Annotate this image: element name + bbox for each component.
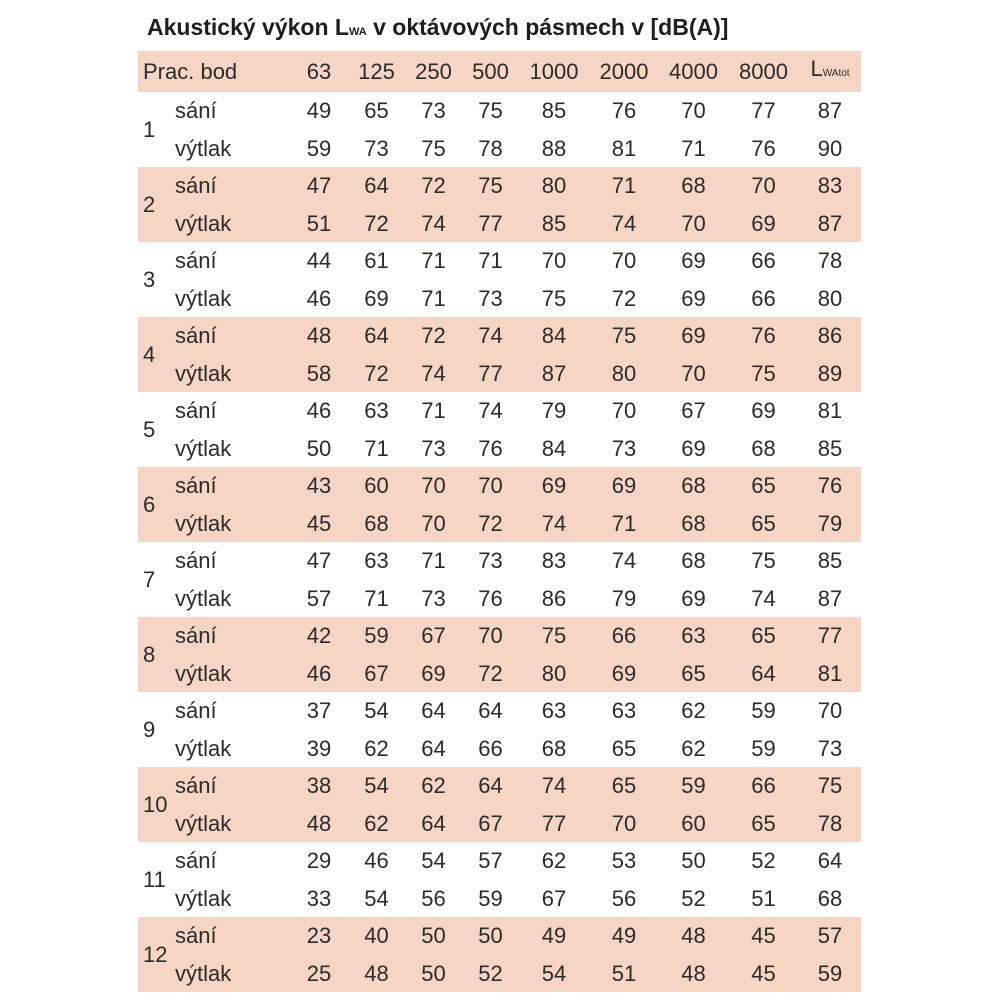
band-value: 77 xyxy=(751,98,776,123)
band-value: 54 xyxy=(364,885,389,911)
header-band: 4000 xyxy=(669,58,718,84)
band-value: 69 xyxy=(364,285,389,311)
band-value: 70 xyxy=(421,473,446,498)
mode-label: sání xyxy=(175,473,217,498)
band-value: 88 xyxy=(541,135,567,161)
mode-label: výtlak xyxy=(175,285,232,311)
band-value: 67 xyxy=(478,810,503,836)
band-value: 59 xyxy=(364,623,389,648)
mode-label: sání xyxy=(175,548,217,573)
band-value: 48 xyxy=(681,960,706,986)
band-value: 74 xyxy=(541,510,567,536)
header-total-subscript: WAtot xyxy=(822,68,850,79)
band-value: 71 xyxy=(611,510,637,536)
table-row xyxy=(138,167,861,205)
band-value: 68 xyxy=(364,510,389,536)
table-row xyxy=(138,692,861,730)
band-value: 70 xyxy=(681,98,706,123)
mode-label: výtlak xyxy=(175,810,232,836)
table-row xyxy=(138,730,861,768)
table-row xyxy=(138,917,861,955)
header-row xyxy=(138,51,861,92)
band-value: 49 xyxy=(306,98,332,123)
band-value: 29 xyxy=(306,848,332,873)
table-row xyxy=(138,580,861,618)
band-value: 59 xyxy=(681,773,706,798)
total-value: 70 xyxy=(817,698,843,723)
band-value: 69 xyxy=(541,473,567,498)
band-value: 75 xyxy=(751,360,776,386)
band-value: 76 xyxy=(751,135,776,161)
band-value: 53 xyxy=(611,848,637,873)
mode-label: výtlak xyxy=(175,885,232,911)
band-value: 43 xyxy=(306,473,332,498)
band-value: 52 xyxy=(751,848,776,873)
mode-label: výtlak xyxy=(175,660,232,686)
total-value: 90 xyxy=(817,135,843,161)
total-value: 87 xyxy=(817,585,843,611)
mode-label: sání xyxy=(175,698,217,723)
band-value: 69 xyxy=(681,248,706,273)
table-row xyxy=(138,955,861,993)
band-value: 74 xyxy=(421,210,446,236)
header-band: 63 xyxy=(306,58,332,84)
total-value: 78 xyxy=(817,248,843,273)
band-value: 70 xyxy=(421,510,446,536)
band-value: 68 xyxy=(681,548,706,573)
band-value: 62 xyxy=(364,810,389,836)
band-value: 54 xyxy=(421,848,446,873)
header-band: 250 xyxy=(415,58,452,84)
work-point-number: 3 xyxy=(143,266,156,292)
band-value: 69 xyxy=(611,473,637,498)
band-value: 63 xyxy=(364,398,389,423)
band-value: 69 xyxy=(681,585,706,611)
band-value: 64 xyxy=(421,735,446,761)
total-value: 83 xyxy=(817,173,843,198)
band-value: 65 xyxy=(751,623,776,648)
mode-label: sání xyxy=(175,773,217,798)
band-value: 70 xyxy=(681,210,706,236)
mode-label: výtlak xyxy=(175,585,232,611)
header-band: 125 xyxy=(358,58,395,84)
mode-label: sání xyxy=(175,923,217,948)
band-value: 73 xyxy=(364,135,389,161)
total-value: 85 xyxy=(817,435,843,461)
band-value: 39 xyxy=(306,735,332,761)
band-value: 77 xyxy=(478,210,503,236)
band-value: 65 xyxy=(751,473,776,498)
band-value: 38 xyxy=(306,773,332,798)
band-value: 72 xyxy=(364,210,389,236)
table-row xyxy=(138,767,861,805)
mode-label: sání xyxy=(175,173,217,198)
band-value: 64 xyxy=(478,698,503,723)
header-band: 2000 xyxy=(599,58,649,84)
title-subscript: WA xyxy=(348,26,367,38)
band-value: 65 xyxy=(364,98,389,123)
band-value: 74 xyxy=(478,398,503,423)
band-value: 56 xyxy=(421,885,446,911)
band-value: 50 xyxy=(681,848,706,873)
total-value: 81 xyxy=(817,660,843,686)
total-value: 77 xyxy=(817,623,843,648)
table-row xyxy=(138,542,861,580)
table-row xyxy=(138,467,861,505)
mode-label: výtlak xyxy=(175,135,232,161)
band-value: 51 xyxy=(306,210,332,236)
total-value: 89 xyxy=(817,360,843,386)
band-value: 72 xyxy=(421,323,446,348)
band-value: 66 xyxy=(611,623,637,648)
band-value: 65 xyxy=(751,810,776,836)
mode-label: sání xyxy=(175,98,217,123)
band-value: 72 xyxy=(478,510,503,536)
total-value: 80 xyxy=(817,285,843,311)
band-value: 75 xyxy=(751,548,776,573)
band-value: 66 xyxy=(478,735,503,761)
mode-label: výtlak xyxy=(175,360,232,386)
band-value: 87 xyxy=(541,360,567,386)
band-value: 71 xyxy=(611,173,637,198)
mode-label: sání xyxy=(175,848,217,873)
band-value: 59 xyxy=(751,698,776,723)
band-value: 46 xyxy=(306,285,332,311)
band-value: 47 xyxy=(306,173,332,198)
band-value: 70 xyxy=(478,623,503,648)
header-work-point: Prac. bod xyxy=(143,58,238,84)
band-value: 85 xyxy=(541,98,567,123)
band-value: 69 xyxy=(421,660,446,686)
header-total-main: L xyxy=(810,56,823,81)
band-value: 59 xyxy=(478,885,503,911)
band-value: 77 xyxy=(541,810,567,836)
header-total xyxy=(799,51,861,92)
band-value: 45 xyxy=(751,923,776,948)
band-value: 79 xyxy=(611,585,637,611)
band-value: 48 xyxy=(306,323,332,348)
header-band: 500 xyxy=(472,58,509,84)
band-value: 62 xyxy=(541,848,567,873)
work-point-number: 4 xyxy=(143,341,156,367)
band-value: 63 xyxy=(681,623,706,648)
band-value: 76 xyxy=(478,585,503,611)
total-value: 85 xyxy=(817,548,843,573)
work-point-number: 10 xyxy=(143,791,168,817)
band-value: 62 xyxy=(681,735,706,761)
total-value: 79 xyxy=(817,510,843,536)
band-value: 62 xyxy=(364,735,389,761)
band-value: 64 xyxy=(478,773,503,798)
band-value: 62 xyxy=(681,698,706,723)
band-value: 64 xyxy=(421,810,446,836)
band-value: 33 xyxy=(306,885,332,911)
band-value: 72 xyxy=(421,173,446,198)
total-value: 64 xyxy=(817,848,843,873)
band-value: 73 xyxy=(421,435,446,461)
band-value: 79 xyxy=(541,398,567,423)
band-value: 69 xyxy=(681,323,706,348)
band-value: 70 xyxy=(478,473,503,498)
band-value: 71 xyxy=(421,548,446,573)
table-row xyxy=(138,430,861,468)
band-value: 48 xyxy=(681,923,706,948)
table-row xyxy=(138,242,861,280)
band-value: 80 xyxy=(541,660,567,686)
band-value: 63 xyxy=(611,698,637,723)
band-value: 81 xyxy=(611,135,637,161)
band-value: 58 xyxy=(306,360,332,386)
band-value: 65 xyxy=(611,735,637,761)
band-value: 68 xyxy=(681,510,706,536)
band-value: 73 xyxy=(478,548,503,573)
table-body xyxy=(138,92,861,992)
band-value: 76 xyxy=(751,323,776,348)
band-value: 37 xyxy=(306,698,332,723)
mode-label: sání xyxy=(175,623,217,648)
band-value: 78 xyxy=(478,135,503,161)
band-value: 56 xyxy=(611,885,637,911)
band-value: 69 xyxy=(611,660,637,686)
band-value: 73 xyxy=(478,285,503,311)
band-value: 68 xyxy=(541,735,567,761)
band-value: 69 xyxy=(751,398,776,423)
band-value: 68 xyxy=(681,173,706,198)
acoustic-power-table xyxy=(138,51,861,992)
band-value: 80 xyxy=(611,360,637,386)
band-value: 40 xyxy=(364,923,389,948)
table-row xyxy=(138,205,861,243)
band-value: 67 xyxy=(541,885,567,911)
band-value: 71 xyxy=(421,248,446,273)
band-value: 70 xyxy=(751,173,776,198)
band-value: 66 xyxy=(751,773,776,798)
band-value: 57 xyxy=(306,585,332,611)
band-value: 46 xyxy=(364,848,389,873)
band-value: 76 xyxy=(611,98,637,123)
band-value: 68 xyxy=(681,473,706,498)
band-value: 66 xyxy=(751,285,776,311)
band-value: 60 xyxy=(364,473,389,498)
band-value: 67 xyxy=(681,398,706,423)
table-row xyxy=(138,355,861,393)
band-value: 73 xyxy=(421,98,446,123)
work-point-number: 5 xyxy=(143,416,156,442)
header-band: 1000 xyxy=(529,58,579,84)
band-value: 61 xyxy=(364,248,389,273)
work-point-number: 2 xyxy=(143,191,156,217)
band-value: 74 xyxy=(421,360,446,386)
total-value: 59 xyxy=(817,960,843,986)
band-value: 64 xyxy=(751,660,776,686)
band-value: 25 xyxy=(306,960,332,986)
total-value: 86 xyxy=(817,323,843,348)
band-value: 73 xyxy=(611,435,637,461)
band-value: 52 xyxy=(681,885,706,911)
band-value: 67 xyxy=(421,623,446,648)
work-point-number: 8 xyxy=(143,641,156,667)
band-value: 85 xyxy=(541,210,567,236)
band-value: 71 xyxy=(364,435,389,461)
table-title xyxy=(147,14,728,41)
band-value: 63 xyxy=(541,698,567,723)
band-value: 75 xyxy=(541,285,567,311)
band-value: 77 xyxy=(478,360,503,386)
total-value: 75 xyxy=(817,773,843,798)
band-value: 75 xyxy=(478,98,503,123)
band-value: 42 xyxy=(306,623,332,648)
total-value: 81 xyxy=(817,398,843,423)
title-text-rest: v oktávových pásmech v [dB(A)] xyxy=(366,14,729,40)
band-value: 75 xyxy=(611,323,637,348)
band-value: 80 xyxy=(541,173,567,198)
table-row xyxy=(138,617,861,655)
band-value: 83 xyxy=(541,548,567,573)
mode-label: výtlak xyxy=(175,435,232,461)
band-value: 62 xyxy=(421,773,446,798)
band-value: 52 xyxy=(478,960,503,986)
mode-label: sání xyxy=(175,323,217,348)
band-value: 64 xyxy=(421,698,446,723)
band-value: 51 xyxy=(751,885,776,911)
band-value: 51 xyxy=(611,960,637,986)
table-row xyxy=(138,505,861,543)
band-value: 70 xyxy=(541,248,567,273)
total-value: 57 xyxy=(817,923,843,948)
band-value: 72 xyxy=(611,285,637,311)
band-value: 72 xyxy=(364,360,389,386)
band-value: 54 xyxy=(364,698,389,723)
mode-label: výtlak xyxy=(175,960,232,986)
band-value: 48 xyxy=(364,960,389,986)
table-row xyxy=(138,842,861,880)
band-value: 54 xyxy=(541,960,567,986)
mode-label: výtlak xyxy=(175,735,232,761)
band-value: 84 xyxy=(541,323,567,348)
band-value: 48 xyxy=(306,810,332,836)
band-value: 65 xyxy=(611,773,637,798)
band-value: 65 xyxy=(751,510,776,536)
work-point-number: 6 xyxy=(143,491,156,517)
table-row xyxy=(138,805,861,843)
band-value: 69 xyxy=(751,210,776,236)
band-value: 74 xyxy=(751,585,776,611)
band-value: 54 xyxy=(364,773,389,798)
title-text: Akustický výkon L xyxy=(147,14,349,40)
band-value: 70 xyxy=(611,810,637,836)
band-value: 70 xyxy=(611,398,637,423)
table-row xyxy=(138,280,861,318)
work-point-number: 7 xyxy=(143,566,156,592)
band-value: 74 xyxy=(478,323,503,348)
table-row xyxy=(138,880,861,918)
table-row xyxy=(138,655,861,693)
band-value: 57 xyxy=(478,848,503,873)
work-point-number: 12 xyxy=(143,941,168,967)
band-value: 74 xyxy=(541,773,567,798)
band-value: 69 xyxy=(681,285,706,311)
band-value: 65 xyxy=(681,660,706,686)
mode-label: sání xyxy=(175,398,217,423)
band-value: 64 xyxy=(364,323,389,348)
total-value: 87 xyxy=(817,98,843,123)
band-value: 75 xyxy=(541,623,567,648)
band-value: 64 xyxy=(364,173,389,198)
band-value: 86 xyxy=(541,585,567,611)
work-point-number: 11 xyxy=(143,866,166,892)
work-point-number: 9 xyxy=(143,716,156,742)
band-value: 60 xyxy=(681,810,706,836)
total-value: 78 xyxy=(817,810,843,836)
band-value: 47 xyxy=(306,548,332,573)
table-row xyxy=(138,392,861,430)
band-value: 70 xyxy=(611,248,637,273)
band-value: 44 xyxy=(306,248,332,273)
band-value: 74 xyxy=(611,210,637,236)
band-value: 50 xyxy=(478,923,503,948)
band-value: 46 xyxy=(306,398,332,423)
band-value: 63 xyxy=(364,548,389,573)
band-value: 75 xyxy=(421,135,446,161)
total-value: 68 xyxy=(817,885,843,911)
band-value: 71 xyxy=(421,398,446,423)
band-value: 59 xyxy=(306,135,332,161)
band-value: 45 xyxy=(751,960,776,986)
band-value: 71 xyxy=(681,135,706,161)
total-value: 87 xyxy=(817,210,843,236)
band-value: 74 xyxy=(611,548,637,573)
band-value: 49 xyxy=(611,923,637,948)
total-value: 76 xyxy=(817,473,843,498)
total-value: 73 xyxy=(817,735,843,761)
band-value: 45 xyxy=(306,510,332,536)
band-value: 76 xyxy=(478,435,503,461)
work-point-number: 1 xyxy=(143,116,156,142)
band-value: 71 xyxy=(478,248,503,273)
band-value: 67 xyxy=(364,660,389,686)
band-value: 59 xyxy=(751,735,776,761)
band-value: 46 xyxy=(306,660,332,686)
mode-label: sání xyxy=(175,248,217,273)
band-value: 23 xyxy=(306,923,332,948)
band-value: 49 xyxy=(541,923,567,948)
band-value: 70 xyxy=(681,360,706,386)
band-value: 72 xyxy=(478,660,503,686)
mode-label: výtlak xyxy=(175,210,232,236)
band-value: 50 xyxy=(421,923,446,948)
band-value: 66 xyxy=(751,248,776,273)
band-value: 68 xyxy=(751,435,776,461)
band-value: 71 xyxy=(421,285,446,311)
mode-label: výtlak xyxy=(175,510,232,536)
table-row xyxy=(138,317,861,355)
band-value: 50 xyxy=(421,960,446,986)
band-value: 73 xyxy=(421,585,446,611)
band-value: 84 xyxy=(541,435,567,461)
band-value: 75 xyxy=(478,173,503,198)
table-row xyxy=(138,92,861,130)
band-value: 71 xyxy=(364,585,389,611)
band-value: 69 xyxy=(681,435,706,461)
band-value: 50 xyxy=(306,435,332,461)
header-band: 8000 xyxy=(739,58,788,84)
table-row xyxy=(138,130,861,168)
